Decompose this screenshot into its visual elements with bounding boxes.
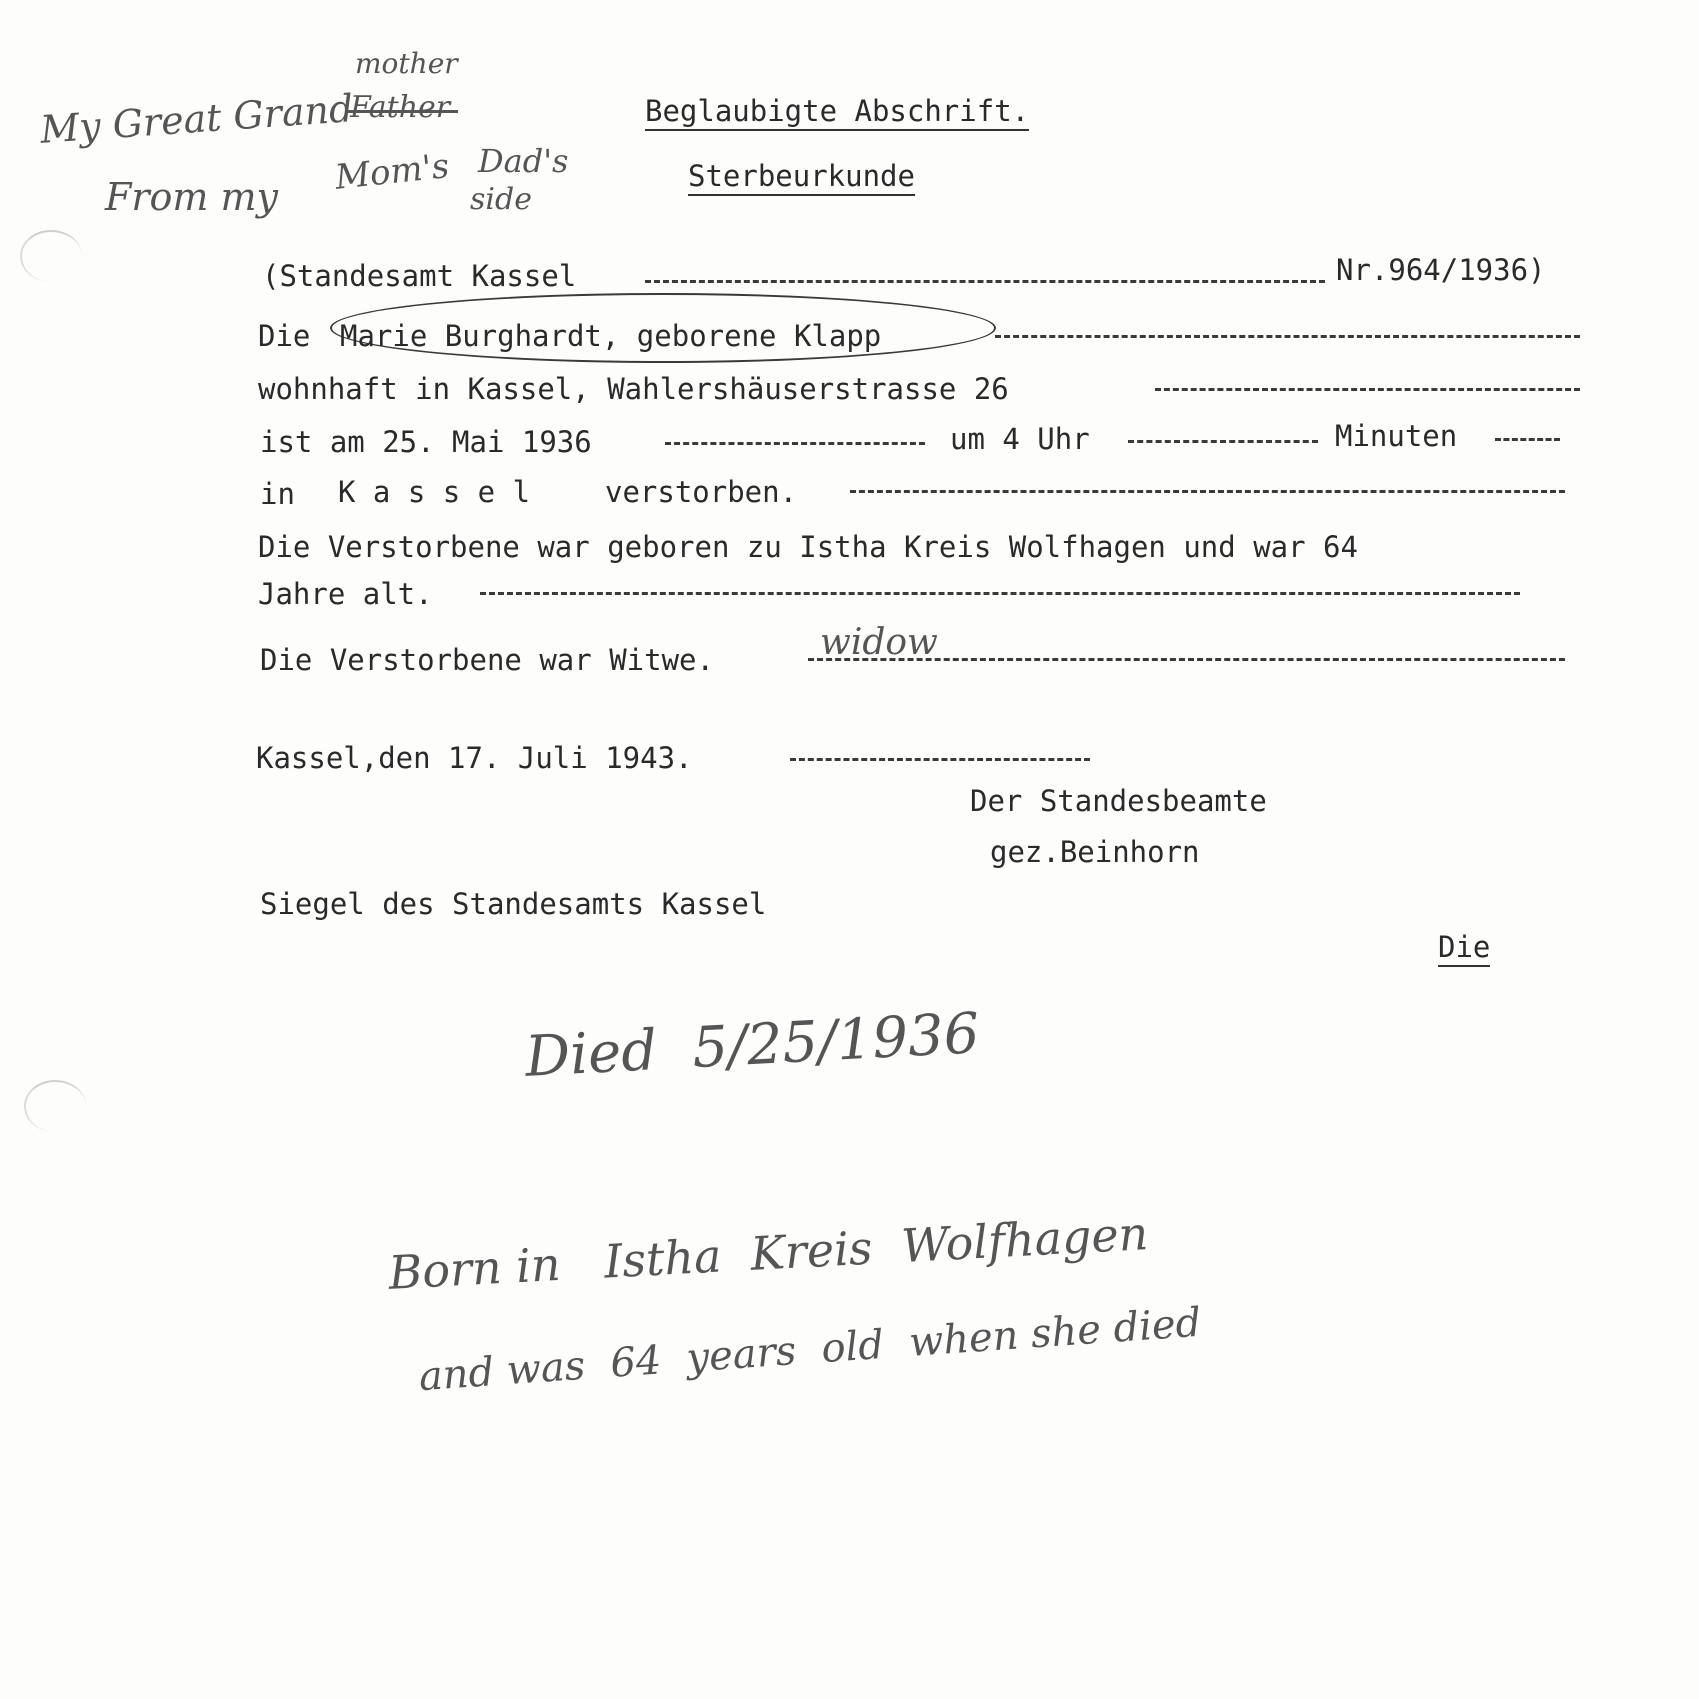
punch-hole-mark [24,1080,86,1132]
filler-dashes [790,758,1090,761]
handwritten-dads: Dad's [478,142,569,180]
punch-hole-mark [20,230,82,282]
filler-dashes [850,490,1565,493]
die-prefix: Die [258,319,311,353]
death-minutes: Minuten [1335,419,1458,453]
handwritten-moms: Mom's [333,146,452,198]
handwritten-father-struck: Father [350,90,451,125]
certificate-number: Nr.964/1936) [1336,253,1546,287]
deceased-name: Marie Burghardt, geborene Klapp [340,319,882,353]
document-title: Beglaubigte Abschrift. [645,97,1029,131]
filler-dashes [1155,388,1580,391]
seal-note: Siegel des Standesamts Kassel [260,887,767,921]
filler-dashes [995,335,1580,338]
official-title: Der Standesbeamte [970,784,1267,818]
filler-dashes [808,658,1565,661]
handwritten-widow: widow [820,622,938,663]
strike-through-line [348,110,458,113]
death-place: K a s s e l [338,475,531,509]
handwritten-mother: mother [355,47,458,80]
handwritten-from-my: From my [105,175,279,219]
filler-dashes [480,592,1520,595]
death-date: ist am 25. Mai 1936 [260,425,592,459]
residence-line: wohnhaft in Kassel, Wahlershäuserstrasse 26 [258,372,1009,406]
filler-dashes [665,442,925,445]
handwritten-age-note: and was 64 years old when she died [417,1299,1203,1401]
official-signature: gez.Beinhorn [990,835,1200,869]
handwritten-side: side [470,182,532,217]
filler-dashes [1495,438,1560,441]
document-subtitle: Sterbeurkunde [688,162,915,196]
issue-date: Kassel,den 17. Juli 1943. [256,741,693,775]
place-in: in [260,477,295,511]
handwritten-died-date: Died 5/25/1936 [523,1001,981,1090]
age-line: Jahre alt. [258,577,433,611]
death-hour: um 4 Uhr [950,422,1090,456]
registry-office: (Standesamt Kassel [262,259,577,293]
filler-dashes [1128,440,1318,443]
filler-dashes [645,280,1325,283]
handwritten-born-note: Born in Istha Kreis Wolfhagen [387,1206,1150,1300]
birth-line: Die Verstorbene war geboren zu Istha Kreis Wolfhagen und war 64 [258,530,1358,564]
catchword: Die [1438,933,1490,967]
died-word: verstorben. [605,475,798,509]
handwritten-great-grand: My Great Grand [38,86,355,152]
status-line: Die Verstorbene war Witwe. [260,643,714,677]
